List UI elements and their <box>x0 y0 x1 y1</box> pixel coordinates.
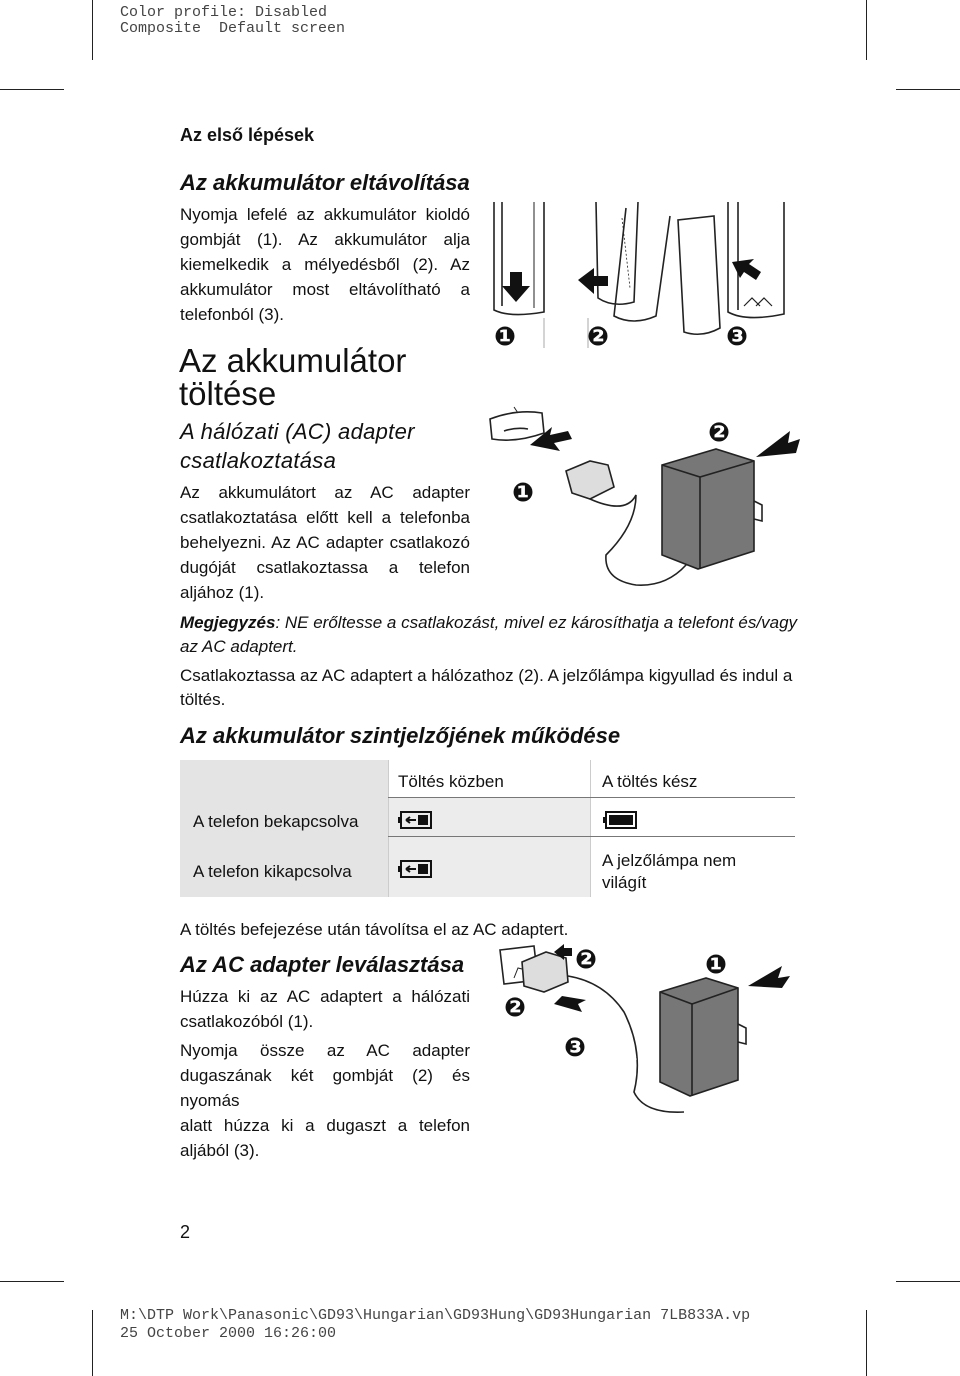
battery-charging-icon <box>398 810 434 830</box>
note-label: Megjegyzés <box>180 613 276 632</box>
crop-mark <box>896 89 960 90</box>
print-footer-line2: 25 October 2000 16:26:00 <box>120 1325 337 1342</box>
column-header-charging: Töltés közben <box>398 772 504 791</box>
text-line: Nyomja lefelé az akkumulátor kioldó <box>180 205 470 224</box>
crop-mark <box>92 1310 93 1376</box>
text-line: alatt húzza ki a dugaszt a telefon <box>180 1116 470 1135</box>
crop-mark <box>866 1310 867 1376</box>
battery-removal-figure <box>488 198 798 358</box>
crop-mark <box>0 89 64 90</box>
print-footer-line1: M:\DTP Work\Panasonic\GD93\Hungarian\GD93Hung\GD93Hungarian 7LB833A.vp <box>120 1307 751 1324</box>
text-line: csatlakoztatása előtt kell a telefonba <box>180 508 470 527</box>
figure-label-2: ❷ <box>504 993 527 1023</box>
table-rule <box>388 797 795 798</box>
print-header-line1: Color profile: Disabled <box>120 4 328 21</box>
battery-charging-icon <box>398 859 434 879</box>
text-line: csatlakozóból (1). <box>180 1012 314 1031</box>
text-line: Nyomja össze az AC adapter <box>180 1041 470 1060</box>
text-line: Az akkumulátort az AC adapter <box>180 483 470 502</box>
led-off-line1: A jelzőlámpa nem <box>602 851 737 870</box>
note-text-line2: az AC adaptert. <box>180 637 298 656</box>
arrow-left-icon <box>578 268 608 294</box>
page-number: 2 <box>180 1222 191 1242</box>
disconnect-heading: Az AC adapter leválasztása <box>180 952 465 977</box>
text-line: aljához (1). <box>180 583 265 602</box>
adapter-disconnect-figure <box>494 942 794 1122</box>
charge-subheading-line1: A hálózati (AC) adapter <box>180 419 415 444</box>
led-off-line2: világít <box>602 873 647 892</box>
note <box>180 611 797 635</box>
arrow-icon <box>554 996 586 1012</box>
table-rule <box>388 836 795 837</box>
figure-label-3: ❸ <box>726 322 749 352</box>
text-line: dugaszának két gombját (2) és nyomás <box>180 1066 470 1110</box>
indicator-heading: Az akkumulátor szintjelzőjének működése <box>180 723 621 748</box>
text-line: kiemelkedik a mélyedésből (2). Az <box>180 255 470 274</box>
print-header-line2: Composite Default screen <box>120 20 346 37</box>
note-text-line1: : NE erőltesse a csatlakozást, mivel ez károsíthatja a telefont és/vagy <box>275 613 798 632</box>
text-line: akkumulátor most eltávolítható a <box>180 280 470 299</box>
charge-text <box>180 480 470 605</box>
charge-title-line1: Az akkumulátor <box>179 342 407 379</box>
battery-full-icon <box>603 810 639 830</box>
after-charge-text: A töltés befejezése után távolítsa el az AC adaptert. <box>180 920 569 939</box>
text-line: dugóját csatlakoztassa a telefon <box>180 558 470 577</box>
remove-text <box>180 202 470 327</box>
remove-heading: Az akkumulátor eltávolítása <box>180 170 470 195</box>
row-label-off: A telefon kikapcsolva <box>193 862 352 881</box>
figure-label-2: ❷ <box>587 322 610 352</box>
figure-label-2: ❷ <box>575 945 598 975</box>
text-line: telefonból (3). <box>180 305 284 324</box>
text-line: aljából (3). <box>180 1141 260 1160</box>
table-divider <box>388 760 389 897</box>
figure-label-1: ❶ <box>494 322 517 352</box>
figure-label-3: ❸ <box>564 1033 587 1063</box>
charge-subheading-line2: csatlakoztatása <box>180 448 337 473</box>
arrow-icon <box>748 966 790 988</box>
figure-label-2: ❷ <box>708 418 731 448</box>
crop-mark <box>92 0 93 60</box>
disconnect-text <box>180 984 470 1163</box>
connect-text-line2: töltés. <box>180 690 226 709</box>
figure-label-1: ❶ <box>705 950 728 980</box>
table-divider <box>590 760 591 897</box>
crop-mark <box>0 1281 64 1282</box>
connect-text-line1: Csatlakoztassa az AC adaptert a hálózathoz (2). A jelzőlámpa kigyullad és indul a <box>180 666 793 685</box>
text-line: gombját (1). Az akkumulátor alja <box>180 230 470 249</box>
arrow-down-icon <box>502 272 530 302</box>
column-header-done: A töltés kész <box>602 772 698 791</box>
crop-mark <box>866 0 867 60</box>
charge-title-line2: töltése <box>179 375 277 412</box>
arrow-up-right-icon <box>756 431 800 457</box>
text-line: behelyezni. Az AC adapter csatlakozó <box>180 533 470 552</box>
running-title: Az első lépések <box>180 125 315 145</box>
arrow-diagonal-icon <box>732 259 761 280</box>
arrow-right-icon <box>530 427 572 451</box>
row-label-on: A telefon bekapcsolva <box>193 812 359 831</box>
text-line: Húzza ki az AC adaptert a hálózati <box>180 987 470 1006</box>
crop-mark <box>896 1281 960 1282</box>
figure-label-1: ❶ <box>512 478 535 508</box>
